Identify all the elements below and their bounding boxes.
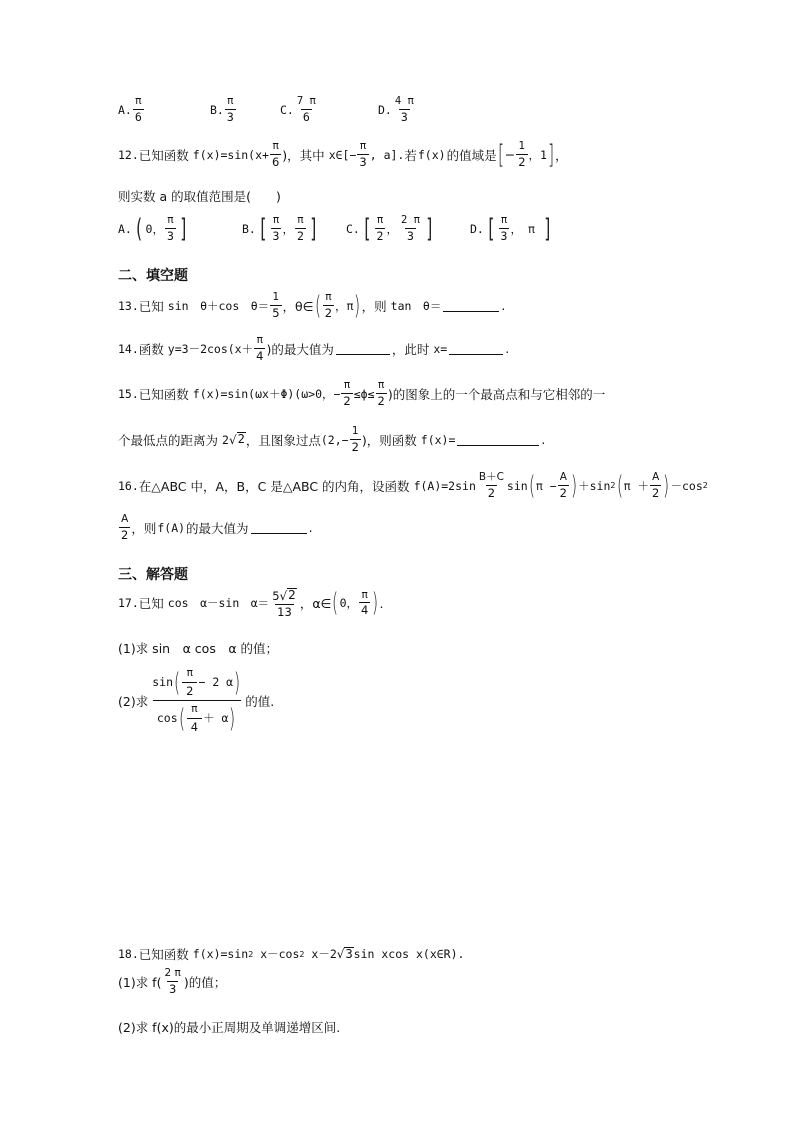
q12-option-d: D. [ $\frac{\pi}{3}$ ， π ]	[470, 213, 553, 244]
q11-option-c: C. $\frac{7 \pi}{6}$	[280, 95, 316, 124]
q12-option-c: C. [ $\frac{\pi}{2}$ ， $\frac{2 \pi}{3}$ ]	[346, 213, 435, 244]
q17-part1: (1)求 sin α cos α 的值；	[118, 641, 279, 656]
q15-line2: 个最低点的距离为 2 √ 2 ，且图象过点 (2,− $\frac{1}{2}$ )，则函数 f(x)= .	[118, 425, 546, 454]
q16-line2: $\frac{A}{2}$ ，则 f(A) 的最大值为 .	[121, 513, 313, 542]
q14-max-blank[interactable]	[336, 342, 390, 355]
q16: 16. 在△ABC 中，A，B，C 是△ABC 的内角，设函数 f(A)=2sin $\frac{B+C}{2}$ sin ( π − $\frac{A}{2}$ ) ＋sin 2 ( π ＋ $\frac{A}{2}$ ) －cos 2	[118, 470, 708, 501]
q14-x-blank[interactable]	[449, 342, 503, 355]
q17: 17. 已知 cos α－sin α＝ 5 √ 2 13 ，α∈ ( 0， $\frac{\pi}{4}$ ) .	[118, 588, 384, 620]
q11-option-b: B. $\frac{\pi}{3}$	[210, 95, 234, 124]
q14: 14. 函数 y=3－2cos(x＋ $\frac{\pi}{4}$ )的最大值为 ，此时 x= .	[118, 334, 510, 363]
q18: 18. 已知函数 f(x)=sin 2 x－cos 2 x－2 √ 3 sin xcos x(x∈R).	[118, 946, 465, 962]
q16-answer-blank[interactable]	[251, 521, 307, 534]
q15: 15. 已知函数 f(x)=sin(ωx＋Φ)(ω>0，− $\frac{\pi}{2}$ ≤ϕ≤ $\frac{\pi}{2}$ )的图象上的一个最高点和与它相邻的一	[118, 379, 606, 408]
q12-options	[118, 215, 555, 242]
q12-stem-line2: 则实数 a 的取值范围是( )	[118, 189, 281, 204]
sqrt: √ 2	[228, 432, 245, 447]
q13-answer-blank[interactable]	[443, 299, 499, 312]
q11-option-d: D. $\frac{4 \pi}{3}$	[378, 95, 414, 124]
q11-options	[118, 96, 417, 123]
q18-part1: (1)求 f( $\frac{2 \pi}{3}$ )的值；	[118, 967, 227, 996]
q15-answer-blank[interactable]	[457, 433, 539, 446]
section-title-fill-in: 二、填空题	[118, 268, 188, 284]
q17-part2: (2)求 sin ( $\frac{\pi}{2}$ − 2 α ) cos ( $\frac{\pi}{4}$ ＋ α ) 的值.	[118, 667, 275, 734]
q13: 13. 已知 sin θ＋cos θ＝ $\frac{1}{5}$ ，θ∈ ( $\frac{\pi}{2}$ ，π ) ，则 tan θ＝ .	[118, 290, 506, 321]
q18-part2: (2)求 f(x)的最小正周期及单调递增区间.	[118, 1020, 341, 1035]
q12-option-b: B. [ $\frac{\pi}{3}$ ， $\frac{\pi}{2}$ ]	[242, 213, 319, 244]
q12-stem: 12. 已知函数 f(x)=sin(x+ $\frac{\pi}{6}$ )，其中 x∈[− $\frac{\pi}{3}$ , a]. 若 f(x) 的值域是 [ − $\frac{1}{2}$ ，1 ] ，	[118, 139, 568, 170]
q12-option-a: A. ( 0， $\frac{\pi}{3}$ ]	[118, 213, 189, 244]
q17-part2-fraction: sin ( $\frac{\pi}{2}$ − 2 α ) cos ( $\frac{\pi}{4}$ ＋ α )	[152, 667, 241, 734]
sqrt: √ 3	[336, 946, 353, 962]
left-bracket: [	[497, 139, 504, 170]
section-title-solutions: 三、解答题	[118, 567, 188, 583]
right-bracket: ]	[548, 139, 555, 170]
q11-option-a: A. $\frac{\pi}{6}$	[118, 95, 142, 124]
